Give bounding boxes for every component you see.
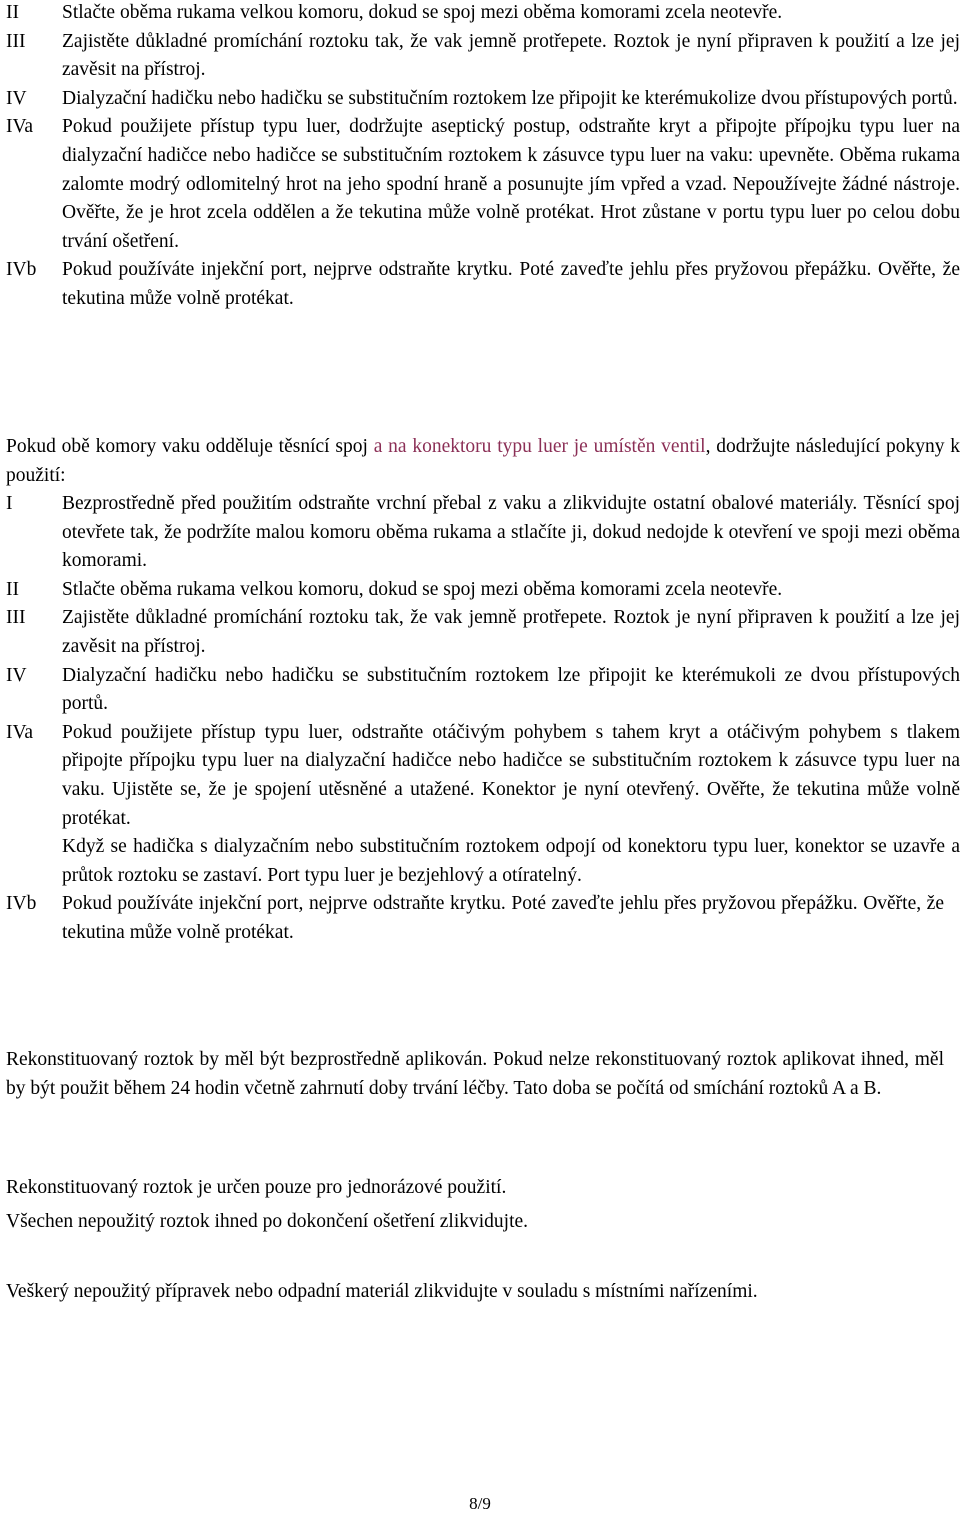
- item-number: II: [6, 2, 19, 23]
- item-number: II: [6, 578, 19, 600]
- item-number: III: [6, 607, 26, 629]
- item-text: Zajistěte důkladné promíchání roztoku tak, že vak jemně protřepete. Roztok je nyní připraven k použití a lze jej zavěsit na přístroj.: [62, 30, 960, 81]
- list-item: [6, 256, 960, 313]
- item-text: Dialyzační hadičku nebo hadičku se substitučním roztokem lze připojit ke kterémukoli ze dvou přístupových portů.: [62, 664, 960, 715]
- list-item: [6, 719, 960, 891]
- single-use-paragraph: Rekonstituovaný roztok je určen pouze pro jednorázové použití.: [6, 1177, 507, 1198]
- list-item: [6, 890, 960, 947]
- list-item: [6, 28, 960, 85]
- item-text: Zajistěte důkladné promíchání roztoku tak, že vak jemně protřepete. Roztok je nyní připraven k použití a lze jej zavěsit na přístroj.: [62, 607, 960, 657]
- item-text-continued: Když se hadička s dialyzačním nebo substitučním roztokem odpojí od konektoru typu luer, konektor se uzavře a průtok roztoku se zastaví. Port typu luer je bezjehlový a otíratelný.: [62, 836, 960, 886]
- intro-text-start: Pokud obě komory vaku odděluje těsnící spoj: [6, 436, 374, 457]
- page-number: 8/9: [469, 1494, 491, 1513]
- list-item: [6, 604, 960, 661]
- item-text: Pokud použijete přístup typu luer, dodržujte aseptický postup, odstraňte kryt a připojte přípojku typu luer na dialyzační hadičce nebo hadičce se substitučním roztokem k zásuvce typu luer na vaku: upevněte. Oběma rukama zalomte modrý odlomitelný hrot na jeho spodní hraně a posunujte jím vpřed a vzad. Nepoužívejte žádné nástroje. Ověřte, že je hrot zcela oddělen a že tekutina může volně protékat. Hrot zůstane v portu typu luer po celou dobu trvání ošetření.: [62, 116, 960, 252]
- discard-paragraph: Všechen nepoužitý roztok ihned po dokončení ošetření zlikvidujte.: [6, 1211, 529, 1232]
- disposal-paragraph: Veškerý nepoužitý přípravek nebo odpadní materiál zlikvidujte v souladu s místními nařízeními.: [6, 1281, 758, 1302]
- intro-paragraph: [6, 433, 960, 490]
- item-text-group: [62, 719, 960, 891]
- item-number: IV: [6, 87, 27, 109]
- list-item: [6, 576, 960, 605]
- item-text: Stlačte oběma rukama velkou komoru, dokud se spoj mezi oběma komorami zcela neotevře.: [62, 578, 783, 600]
- instructions-list-1: [6, 0, 960, 314]
- list-item: [6, 490, 960, 576]
- list-item: [6, 0, 960, 28]
- intro-text-end: , dodržujte následující pokyny k použití:: [6, 436, 960, 486]
- item-number: IVa: [6, 721, 34, 743]
- list-item: [6, 662, 960, 719]
- item-text: Stlačte oběma rukama velkou komoru, dokud se spoj mezi oběma komorami zcela neotevře.: [62, 2, 783, 23]
- item-number: IVb: [6, 259, 37, 281]
- item-text: Dialyzační hadičku nebo hadičku se substitučním roztokem lze připojit ke kterémukolize dvou přístupových portů.: [62, 87, 958, 109]
- reconstituted-paragraph: Rekonstituovaný roztok by měl být bezprostředně aplikován. Pokud nelze rekonstituovaný roztok aplikovat ihned, měl by být použit během 24 hodin včetně zahrnutí doby trvání léčby. Tato doba se počítá od smíchání roztoků A a B.: [6, 1049, 944, 1099]
- item-number: I: [6, 493, 13, 514]
- item-number: IVb: [6, 893, 37, 915]
- item-number: III: [6, 30, 26, 52]
- item-text: Pokud používáte injekční port, nejprve odstraňte krytku. Poté zaveďte jehlu přes pryžovou přepážku. Ověřte, že tekutina může volně protékat.: [62, 259, 960, 309]
- item-text: Pokud používáte injekční port, nejprve odstraňte krytku. Poté zaveďte jehlu přes pryžovou přepážku. Ověřte, že tekutina může volně protékat.: [62, 893, 944, 943]
- instructions-list-2: [6, 490, 960, 948]
- item-text: Pokud použijete přístup typu luer, odstraňte otáčivým pohybem s tahem kryt a otáčivým pohybem s tlakem připojte přípojku typu luer na dialyzační hadičce nebo hadičce se substitučním roztokem k zásuvce typu luer na vaku. Ujistěte se, že je spojení utěsněné a utažené. Konektor je nyní otevřený. Ověřte, že tekutina může volně protékat.: [62, 721, 960, 829]
- item-number: IVa: [6, 116, 34, 138]
- intro-highlight: a na konektoru typu luer je umístěn ventil: [373, 436, 706, 457]
- item-text: Bezprostředně před použitím odstraňte vrchní přebal z vaku a zlikvidujte ostatní obalové materiály. Těsnící spoj otevřete tak, že podržíte malou komoru oběma rukama a stlačíte ji, dokud nedojde k otevření ve spoji mezi oběma komorami.: [62, 493, 960, 572]
- list-item: [6, 113, 960, 256]
- list-item: [6, 85, 960, 114]
- item-number: IV: [6, 664, 27, 686]
